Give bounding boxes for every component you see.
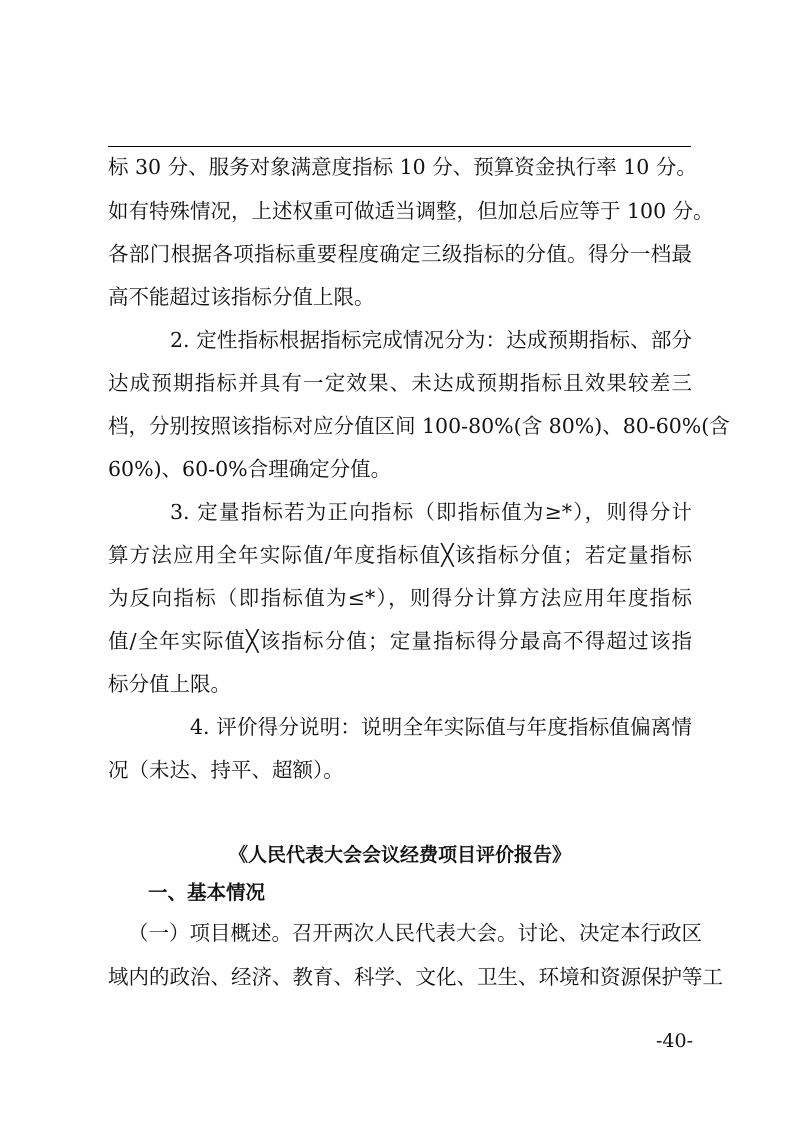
text-line: 高不能超过该指标分值上限。 [108,285,375,309]
report-title: 《人民代表大会会议经费项目评价报告》 [228,844,571,866]
text-line: 2. 定性指标根据指标完成情况分为：达成预期指标、部分 [170,328,692,352]
text-line: 标分值上限。 [108,672,231,696]
section-heading: 一、基本情况 [148,881,266,904]
text-line: 域内的政治、经济、教育、科学、文化、卫生、环境和资源保护等工 [108,965,723,989]
text-line: 达成预期指标并具有一定效果、未达成预期指标且效果较差三 [108,371,692,395]
text-line: 档，分别按照该指标对应分值区间 100-80%(含 80%)、80-60%(含 [108,414,730,438]
text-line: 4. 评价得分说明：说明全年实际值与年度指标值偏离情 [190,715,692,739]
text-line: 如有特殊情况，上述权重可做适当调整，但加总后应等于 100 分。 [108,199,714,223]
text-line: 各部门根据各项指标重要程度确定三级指标的分值。得分一档最 [108,242,692,266]
text-line: 算方法应用全年实际值/年度指标值╳该指标分值；若定量指标 [108,543,692,567]
header-rule [108,146,691,147]
text-line: 况（未达、持平、超额）。 [108,758,344,782]
text-line: 60%)、60-0%合理确定分值。 [108,457,392,481]
text-line: 值/全年实际值╳该指标分值；定量指标得分最高不得超过该指 [108,629,692,653]
text-line: 标 30 分、服务对象满意度指标 10 分、预算资金执行率 10 分。 [108,155,697,179]
page-number: -40- [655,1030,693,1052]
text-line: （一）项目概述。召开两次人民代表大会。讨论、决定本行政区 [128,921,702,945]
text-line: 3. 定量指标若为正向指标（即指标值为≥*），则得分计 [170,500,692,524]
text-line: 为反向指标（即指标值为≤*），则得分计算方法应用年度指标 [108,586,692,610]
